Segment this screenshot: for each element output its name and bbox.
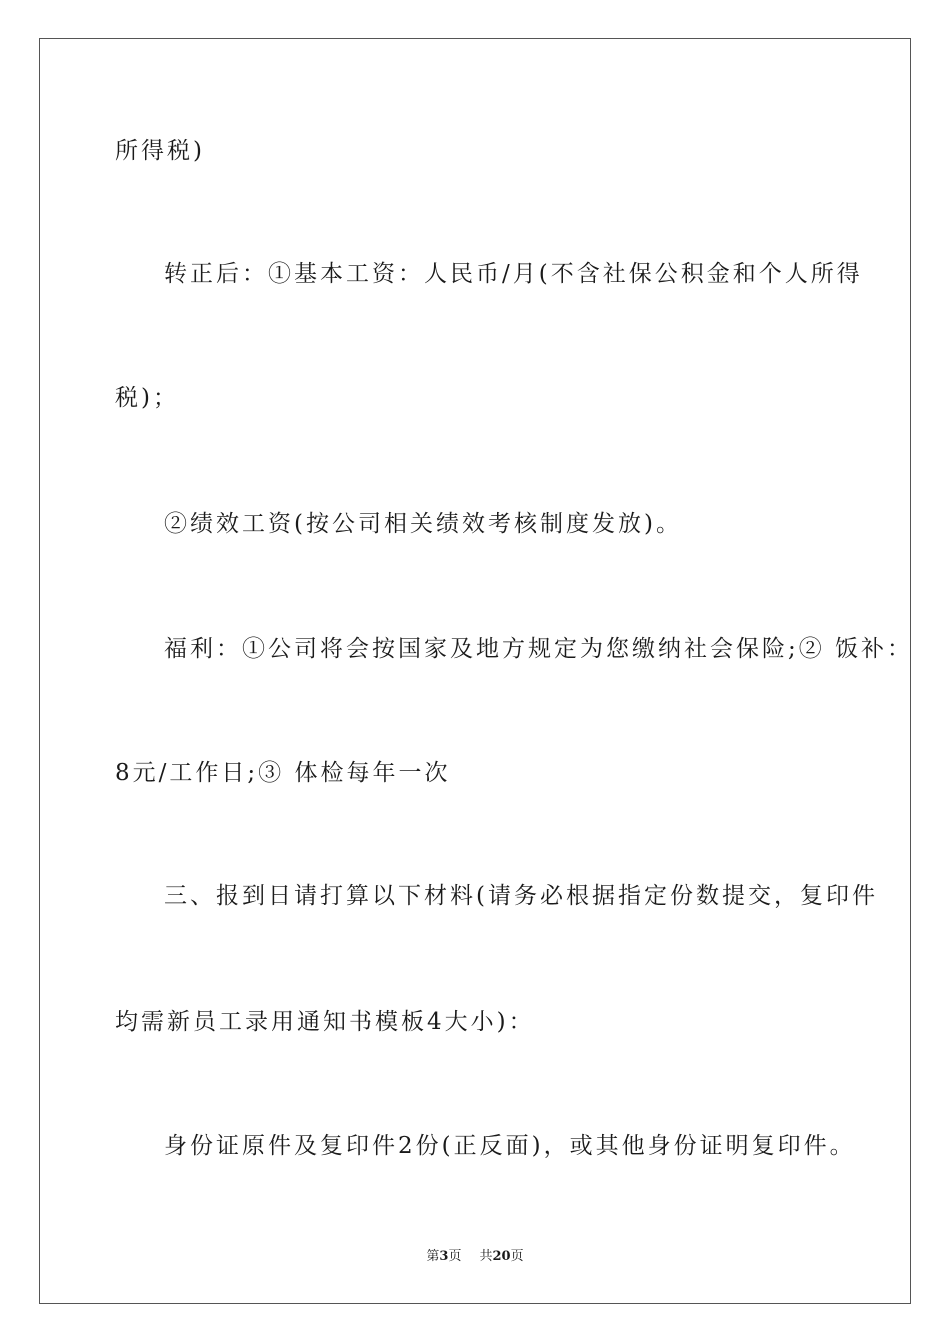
text-line-5: 福利：①公司将会按国家及地方规定为您缴纳社会保险;② 饭补： <box>164 636 914 662</box>
page-border <box>39 38 914 1304</box>
text-line-7: 三、报到日请打算以下材料(请务必根据指定份数提交，复印件 <box>164 883 878 909</box>
footer-total-prefix: 共 <box>479 1249 493 1264</box>
footer-page-prefix: 第 <box>426 1249 440 1264</box>
footer-total-pages: 20 <box>492 1249 511 1264</box>
page-footer <box>0 1248 950 1266</box>
footer-page-number: 3 <box>439 1249 449 1264</box>
text-line-4: ②绩效工资(按公司相关绩效考核制度发放)。 <box>164 511 682 537</box>
text-line-2: 转正后：①基本工资：人民币/月(不含社保公积金和个人所得 <box>164 261 863 287</box>
text-line-8: 均需新员工录用通知书模板4大小)： <box>115 1009 535 1035</box>
text-line-9: 身份证原件及复印件2份(正反面)，或其他身份证明复印件。 <box>164 1133 856 1159</box>
footer-total-suffix: 页 <box>510 1249 524 1264</box>
text-line-6: 8元/工作日;③ 体检每年一次 <box>115 760 451 786</box>
footer-page-suffix: 页 <box>448 1249 462 1264</box>
text-line-1: 所得税) <box>115 138 205 164</box>
text-line-3: 税)； <box>115 385 179 411</box>
